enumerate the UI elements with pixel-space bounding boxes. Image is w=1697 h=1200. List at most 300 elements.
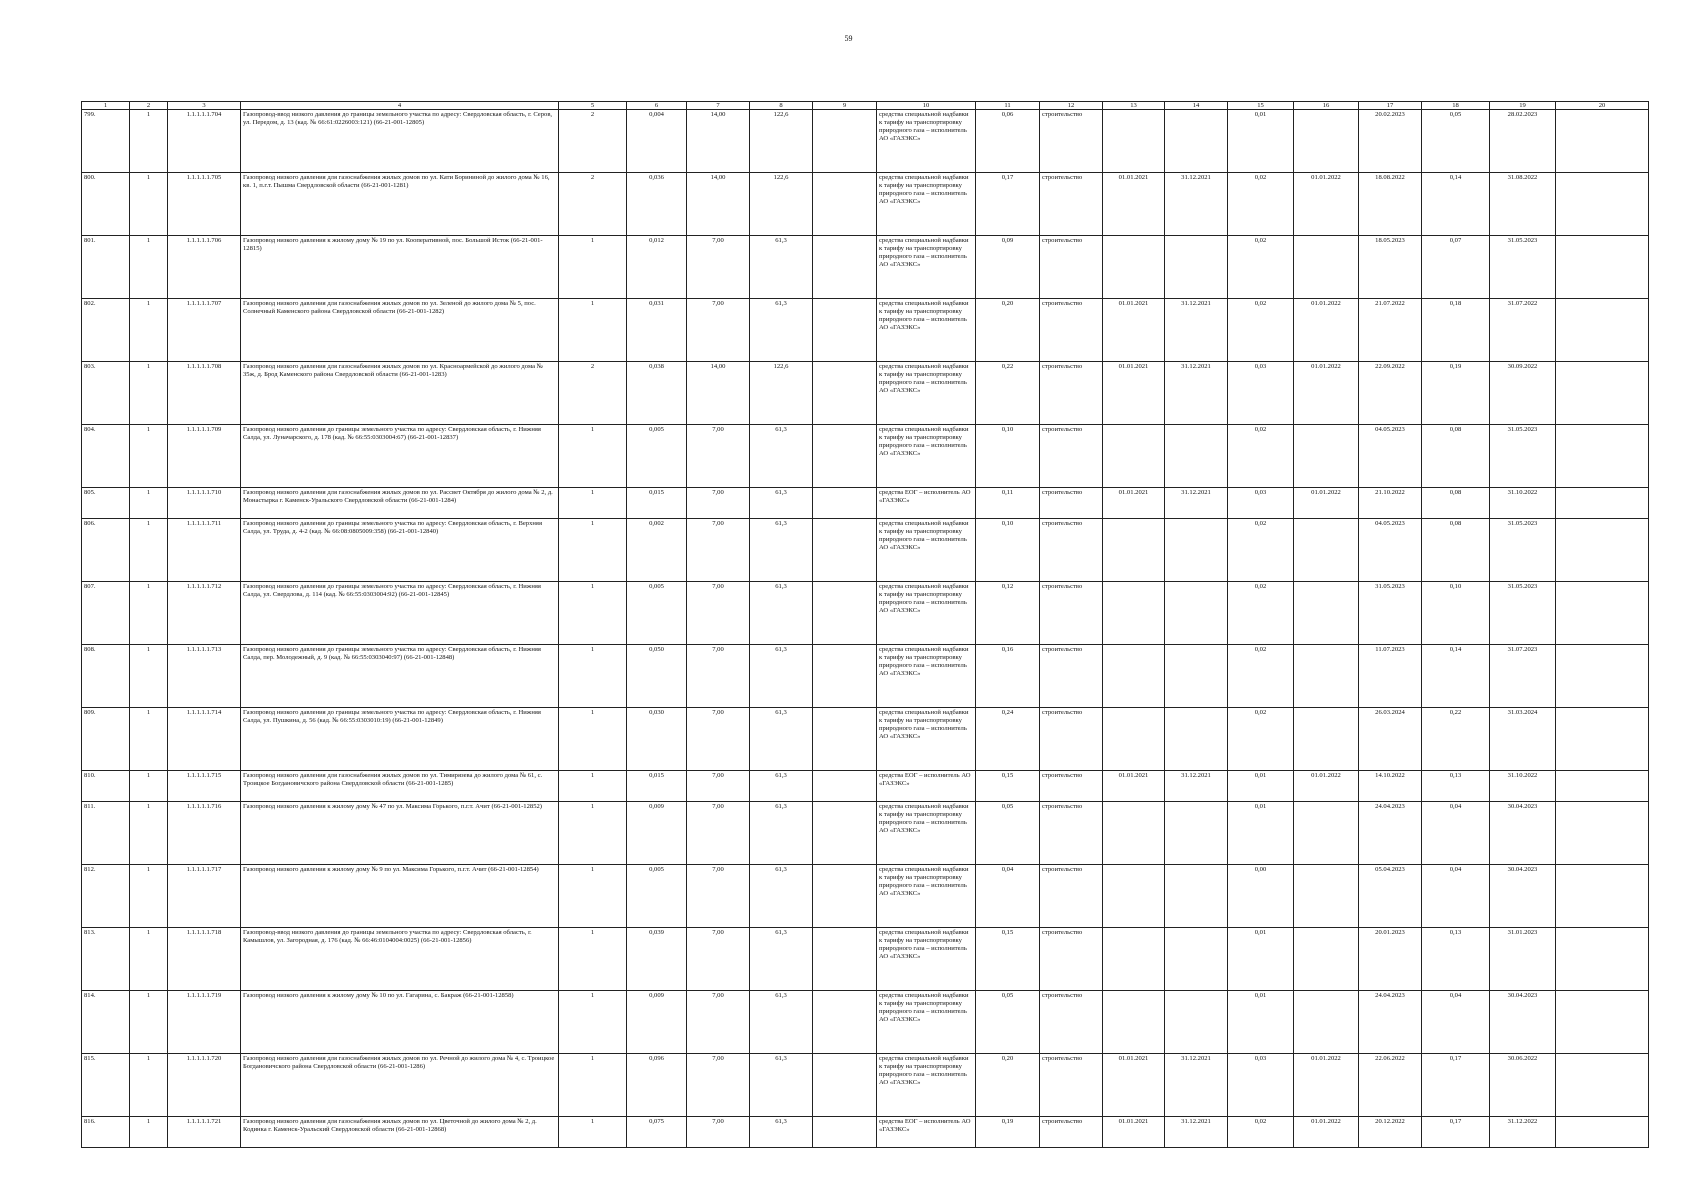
cell-col5: 1 xyxy=(559,708,627,771)
funding-source: средства специальной надбавки к тарифу на транспортировку природного газа – исполнитель АО «ГАЗЭКС» xyxy=(877,173,976,236)
start-date xyxy=(1103,425,1165,488)
cell-col2: 1 xyxy=(130,425,168,488)
column-header: 11 xyxy=(976,102,1040,110)
project-description: Газопровод низкого давления до границы земельного участка по адресу: Свердловская область, г. Нижняя Салда, пер. Молодежный, д. 9 (кад. № 66:55:0303040:97) (66-21-001-12848) xyxy=(241,645,559,708)
project-code: 1.1.1.1.1.711 xyxy=(168,519,241,582)
project-code: 1.1.1.1.1.717 xyxy=(168,865,241,928)
funding-source: средства специальной надбавки к тарифу на транспортировку природного газа – исполнитель АО «ГАЗЭКС» xyxy=(877,991,976,1054)
funding-source: средства ЕОГ – исполнитель АО «ГАЗЭКС» xyxy=(877,771,976,802)
cell-col16 xyxy=(1294,236,1359,299)
cell-col5: 1 xyxy=(559,488,627,519)
cell-col5: 1 xyxy=(559,425,627,488)
column-header: 10 xyxy=(877,102,976,110)
commission-date: 31.05.2023 xyxy=(1490,425,1556,488)
project-code: 1.1.1.1.1.708 xyxy=(168,362,241,425)
start-date xyxy=(1103,645,1165,708)
cell-col8: 61,3 xyxy=(750,519,813,582)
cell-col7: 7,00 xyxy=(687,771,750,802)
start-date: 01.01.2021 xyxy=(1103,488,1165,519)
cell-col20 xyxy=(1556,488,1649,519)
start-date xyxy=(1103,865,1165,928)
end-date xyxy=(1165,802,1228,865)
funding-source: средства специальной надбавки к тарифу на транспортировку природного газа – исполнитель АО «ГАЗЭКС» xyxy=(877,645,976,708)
start-date xyxy=(1103,991,1165,1054)
cell-col6: 0,036 xyxy=(627,173,687,236)
cell-col15: 0,01 xyxy=(1228,110,1294,173)
cell-col18: 0,08 xyxy=(1422,425,1490,488)
cell-col15: 0,03 xyxy=(1228,488,1294,519)
project-description: Газопровод низкого давления до границы земельного участка по адресу: Свердловская область, г. Нижняя Салда, ул. Свердлова, д. 114 (кад. № 66:55:0303004:92) (66-21-001-12845) xyxy=(241,582,559,645)
cell-col8: 61,3 xyxy=(750,865,813,928)
table-row xyxy=(82,299,1649,362)
cell-col7: 7,00 xyxy=(687,645,750,708)
row-number: 807. xyxy=(82,582,130,645)
completion-date: 20.12.2022 xyxy=(1359,1117,1422,1148)
column-header: 8 xyxy=(750,102,813,110)
table-row xyxy=(82,708,1649,771)
table-body xyxy=(82,110,1649,1148)
cell-col20 xyxy=(1556,708,1649,771)
project-description: Газопровод низкого давления до границы земельного участка по адресу: Свердловская область, г. Нижняя Салда, ул. Луначарского, д. 178 (кад. № 66:55:0303004:67) (66-21-001-12837) xyxy=(241,425,559,488)
cell-col11: 0,16 xyxy=(976,645,1040,708)
cell-col5: 1 xyxy=(559,802,627,865)
cell-col16: 01.01.2022 xyxy=(1294,1117,1359,1148)
project-description: Газопровод низкого давления к жилому дому № 47 по ул. Максима Горького, п.г.т. Ачит (66-21-001-12852) xyxy=(241,802,559,865)
start-date xyxy=(1103,928,1165,991)
cell-col9 xyxy=(813,110,877,173)
cell-col8: 61,3 xyxy=(750,236,813,299)
funding-source: средства ЕОГ – исполнитель АО «ГАЗЭКС» xyxy=(877,488,976,519)
cell-col7: 7,00 xyxy=(687,1117,750,1148)
work-type: строительство xyxy=(1040,645,1103,708)
column-header: 15 xyxy=(1228,102,1294,110)
funding-source: средства специальной надбавки к тарифу на транспортировку природного газа – исполнитель АО «ГАЗЭКС» xyxy=(877,519,976,582)
cell-col9 xyxy=(813,802,877,865)
project-code: 1.1.1.1.1.718 xyxy=(168,928,241,991)
project-code: 1.1.1.1.1.712 xyxy=(168,582,241,645)
table-row xyxy=(82,928,1649,991)
cell-col16: 01.01.2022 xyxy=(1294,173,1359,236)
table-row xyxy=(82,519,1649,582)
cell-col18: 0,07 xyxy=(1422,236,1490,299)
cell-col6: 0,004 xyxy=(627,110,687,173)
cell-col16: 01.01.2022 xyxy=(1294,488,1359,519)
start-date xyxy=(1103,582,1165,645)
cell-col11: 0,15 xyxy=(976,771,1040,802)
end-date xyxy=(1165,425,1228,488)
start-date: 01.01.2021 xyxy=(1103,771,1165,802)
cell-col9 xyxy=(813,488,877,519)
end-date xyxy=(1165,928,1228,991)
project-description: Газопровод-ввод низкого давления до границы земельного участка по адресу: Свердловская область, г. Серов, ул. Передом, д. 13 (кад. № 66:61:0226003:121) (66-21-001-12805) xyxy=(241,110,559,173)
cell-col11: 0,11 xyxy=(976,488,1040,519)
cell-col18: 0,17 xyxy=(1422,1117,1490,1148)
project-code: 1.1.1.1.1.714 xyxy=(168,708,241,771)
cell-col18: 0,14 xyxy=(1422,173,1490,236)
column-header: 14 xyxy=(1165,102,1228,110)
work-type: строительство xyxy=(1040,299,1103,362)
table-row xyxy=(82,771,1649,802)
funding-source: средства ЕОГ – исполнитель АО «ГАЗЭКС» xyxy=(877,1117,976,1148)
cell-col20 xyxy=(1556,865,1649,928)
project-code: 1.1.1.1.1.713 xyxy=(168,645,241,708)
cell-col11: 0,15 xyxy=(976,928,1040,991)
cell-col16 xyxy=(1294,865,1359,928)
cell-col2: 1 xyxy=(130,582,168,645)
start-date: 01.01.2021 xyxy=(1103,173,1165,236)
commission-date: 31.10.2022 xyxy=(1490,771,1556,802)
column-header: 9 xyxy=(813,102,877,110)
cell-col7: 7,00 xyxy=(687,1054,750,1117)
project-description: Газопровод низкого давления для газоснабжения жилых домов по ул. Красноармейской до жилого дома № 35ж, д. Брод Каменского района Свердловской области (66-21-001-1283) xyxy=(241,362,559,425)
project-code: 1.1.1.1.1.721 xyxy=(168,1117,241,1148)
cell-col20 xyxy=(1556,1054,1649,1117)
cell-col7: 7,00 xyxy=(687,708,750,771)
commission-date: 31.07.2023 xyxy=(1490,645,1556,708)
table-row xyxy=(82,865,1649,928)
cell-col11: 0,05 xyxy=(976,991,1040,1054)
cell-col11: 0,24 xyxy=(976,708,1040,771)
cell-col6: 0,005 xyxy=(627,425,687,488)
cell-col15: 0,02 xyxy=(1228,645,1294,708)
cell-col2: 1 xyxy=(130,173,168,236)
cell-col7: 7,00 xyxy=(687,865,750,928)
cell-col7: 7,00 xyxy=(687,519,750,582)
cell-col11: 0,06 xyxy=(976,110,1040,173)
cell-col2: 1 xyxy=(130,802,168,865)
completion-date: 21.10.2022 xyxy=(1359,488,1422,519)
cell-col18: 0,04 xyxy=(1422,802,1490,865)
project-description: Газопровод низкого давления для газоснабжения жилых домов по ул. Зеленой до жилого дома № 5, пос. Солнечный Каменского района Свердловской области (66-21-001-1282) xyxy=(241,299,559,362)
project-code: 1.1.1.1.1.719 xyxy=(168,991,241,1054)
row-number: 809. xyxy=(82,708,130,771)
cell-col6: 0,050 xyxy=(627,645,687,708)
cell-col15: 0,01 xyxy=(1228,928,1294,991)
row-number: 802. xyxy=(82,299,130,362)
completion-date: 24.04.2023 xyxy=(1359,802,1422,865)
cell-col6: 0,030 xyxy=(627,708,687,771)
cell-col6: 0,002 xyxy=(627,519,687,582)
end-date xyxy=(1165,708,1228,771)
work-type: строительство xyxy=(1040,771,1103,802)
table-row xyxy=(82,110,1649,173)
cell-col20 xyxy=(1556,582,1649,645)
cell-col15: 0,01 xyxy=(1228,802,1294,865)
header-row xyxy=(82,102,1649,110)
commission-date: 31.07.2022 xyxy=(1490,299,1556,362)
cell-col15: 0,01 xyxy=(1228,771,1294,802)
cell-col8: 61,3 xyxy=(750,708,813,771)
completion-date: 11.07.2023 xyxy=(1359,645,1422,708)
cell-col6: 0,009 xyxy=(627,991,687,1054)
project-description: Газопровод низкого давления к жилому дому № 10 по ул. Гагарина, с. Бакраж (66-21-001-12858) xyxy=(241,991,559,1054)
cell-col20 xyxy=(1556,1117,1649,1148)
cell-col7: 7,00 xyxy=(687,236,750,299)
commission-date: 30.04.2023 xyxy=(1490,991,1556,1054)
cell-col9 xyxy=(813,1117,877,1148)
completion-date: 18.08.2022 xyxy=(1359,173,1422,236)
column-header: 1 xyxy=(82,102,130,110)
commission-date: 31.01.2023 xyxy=(1490,928,1556,991)
commission-date: 30.04.2023 xyxy=(1490,865,1556,928)
commission-date: 30.04.2023 xyxy=(1490,802,1556,865)
cell-col8: 122,6 xyxy=(750,173,813,236)
cell-col20 xyxy=(1556,802,1649,865)
project-code: 1.1.1.1.1.704 xyxy=(168,110,241,173)
cell-col2: 1 xyxy=(130,362,168,425)
cell-col15: 0,00 xyxy=(1228,865,1294,928)
end-date: 31.12.2021 xyxy=(1165,362,1228,425)
project-code: 1.1.1.1.1.715 xyxy=(168,771,241,802)
cell-col2: 1 xyxy=(130,236,168,299)
cell-col5: 2 xyxy=(559,173,627,236)
cell-col7: 7,00 xyxy=(687,425,750,488)
cell-col2: 1 xyxy=(130,1117,168,1148)
column-header: 20 xyxy=(1556,102,1649,110)
end-date: 31.12.2021 xyxy=(1165,488,1228,519)
cell-col9 xyxy=(813,771,877,802)
work-type: строительство xyxy=(1040,928,1103,991)
cell-col7: 7,00 xyxy=(687,802,750,865)
cell-col8: 61,3 xyxy=(750,1054,813,1117)
commission-date: 31.08.2022 xyxy=(1490,173,1556,236)
row-number: 804. xyxy=(82,425,130,488)
commission-date: 31.03.2024 xyxy=(1490,708,1556,771)
column-header: 12 xyxy=(1040,102,1103,110)
column-header: 2 xyxy=(130,102,168,110)
project-code: 1.1.1.1.1.716 xyxy=(168,802,241,865)
cell-col11: 0,20 xyxy=(976,299,1040,362)
cell-col5: 1 xyxy=(559,991,627,1054)
table-row xyxy=(82,362,1649,425)
row-number: 799. xyxy=(82,110,130,173)
start-date: 01.01.2021 xyxy=(1103,362,1165,425)
work-type: строительство xyxy=(1040,865,1103,928)
cell-col6: 0,039 xyxy=(627,928,687,991)
cell-col16: 01.01.2022 xyxy=(1294,299,1359,362)
cell-col11: 0,04 xyxy=(976,865,1040,928)
funding-source: средства специальной надбавки к тарифу на транспортировку природного газа – исполнитель АО «ГАЗЭКС» xyxy=(877,1054,976,1117)
end-date xyxy=(1165,110,1228,173)
cell-col15: 0,02 xyxy=(1228,425,1294,488)
cell-col11: 0,10 xyxy=(976,519,1040,582)
commission-date: 31.12.2022 xyxy=(1490,1117,1556,1148)
cell-col11: 0,19 xyxy=(976,1117,1040,1148)
end-date xyxy=(1165,645,1228,708)
funding-source: средства специальной надбавки к тарифу на транспортировку природного газа – исполнитель АО «ГАЗЭКС» xyxy=(877,236,976,299)
funding-source: средства специальной надбавки к тарифу на транспортировку природного газа – исполнитель АО «ГАЗЭКС» xyxy=(877,110,976,173)
cell-col9 xyxy=(813,362,877,425)
cell-col5: 1 xyxy=(559,1117,627,1148)
cell-col6: 0,096 xyxy=(627,1054,687,1117)
project-code: 1.1.1.1.1.710 xyxy=(168,488,241,519)
cell-col20 xyxy=(1556,519,1649,582)
cell-col9 xyxy=(813,1054,877,1117)
work-type: строительство xyxy=(1040,519,1103,582)
start-date: 01.01.2021 xyxy=(1103,1117,1165,1148)
project-description: Газопровод низкого давления для газоснабжения жилых домов по ул. Рассвет Октября до жилого дома № 2, д. Монастырка г. Каменск-Уральского Свердловской области (66-21-001-1284) xyxy=(241,488,559,519)
table-row xyxy=(82,991,1649,1054)
project-description: Газопровод низкого давления до границы земельного участка по адресу: Свердловская область, г. Нижняя Салда, ул. Пушкина, д. 56 (кад. № 66:55:0303010:19) (66-21-001-12849) xyxy=(241,708,559,771)
cell-col11: 0,17 xyxy=(976,173,1040,236)
table-row xyxy=(82,645,1649,708)
cell-col11: 0,22 xyxy=(976,362,1040,425)
cell-col20 xyxy=(1556,173,1649,236)
cell-col2: 1 xyxy=(130,991,168,1054)
cell-col18: 0,19 xyxy=(1422,362,1490,425)
work-type: строительство xyxy=(1040,1117,1103,1148)
column-header: 5 xyxy=(559,102,627,110)
end-date: 31.12.2021 xyxy=(1165,173,1228,236)
cell-col5: 1 xyxy=(559,771,627,802)
cell-col16 xyxy=(1294,645,1359,708)
column-header: 7 xyxy=(687,102,750,110)
cell-col8: 61,3 xyxy=(750,582,813,645)
funding-source: средства специальной надбавки к тарифу на транспортировку природного газа – исполнитель АО «ГАЗЭКС» xyxy=(877,362,976,425)
funding-source: средства специальной надбавки к тарифу на транспортировку природного газа – исполнитель АО «ГАЗЭКС» xyxy=(877,425,976,488)
cell-col5: 1 xyxy=(559,645,627,708)
project-code: 1.1.1.1.1.709 xyxy=(168,425,241,488)
work-type: строительство xyxy=(1040,582,1103,645)
start-date xyxy=(1103,110,1165,173)
cell-col16 xyxy=(1294,991,1359,1054)
work-type: строительство xyxy=(1040,236,1103,299)
cell-col18: 0,13 xyxy=(1422,771,1490,802)
cell-col5: 1 xyxy=(559,582,627,645)
row-number: 811. xyxy=(82,802,130,865)
commission-date: 31.10.2022 xyxy=(1490,488,1556,519)
cell-col11: 0,09 xyxy=(976,236,1040,299)
completion-date: 20.01.2023 xyxy=(1359,928,1422,991)
cell-col6: 0,015 xyxy=(627,771,687,802)
page-number: 59 xyxy=(844,34,853,43)
cell-col9 xyxy=(813,582,877,645)
row-number: 810. xyxy=(82,771,130,802)
cell-col2: 1 xyxy=(130,865,168,928)
end-date: 31.12.2021 xyxy=(1165,771,1228,802)
cell-col7: 14,00 xyxy=(687,173,750,236)
work-type: строительство xyxy=(1040,425,1103,488)
column-header: 18 xyxy=(1422,102,1490,110)
end-date: 31.12.2021 xyxy=(1165,1117,1228,1148)
cell-col6: 0,005 xyxy=(627,865,687,928)
cell-col16 xyxy=(1294,802,1359,865)
project-description: Газопровод низкого давления к жилому дому № 19 по ул. Кооперативной, пос. Большой Исток (66-21-001-12815) xyxy=(241,236,559,299)
cell-col15: 0,02 xyxy=(1228,708,1294,771)
cell-col8: 122,6 xyxy=(750,110,813,173)
work-type: строительство xyxy=(1040,802,1103,865)
cell-col9 xyxy=(813,708,877,771)
cell-col2: 1 xyxy=(130,1054,168,1117)
cell-col8: 61,3 xyxy=(750,488,813,519)
cell-col16: 01.01.2022 xyxy=(1294,1054,1359,1117)
column-header: 16 xyxy=(1294,102,1359,110)
project-code: 1.1.1.1.1.706 xyxy=(168,236,241,299)
cell-col8: 61,3 xyxy=(750,802,813,865)
commission-date: 31.05.2023 xyxy=(1490,582,1556,645)
cell-col11: 0,10 xyxy=(976,425,1040,488)
row-number: 805. xyxy=(82,488,130,519)
work-type: строительство xyxy=(1040,708,1103,771)
cell-col2: 1 xyxy=(130,708,168,771)
cell-col2: 1 xyxy=(130,299,168,362)
cell-col16 xyxy=(1294,582,1359,645)
completion-date: 22.09.2022 xyxy=(1359,362,1422,425)
completion-date: 21.07.2022 xyxy=(1359,299,1422,362)
cell-col11: 0,12 xyxy=(976,582,1040,645)
cell-col16: 01.01.2022 xyxy=(1294,362,1359,425)
cell-col8: 61,3 xyxy=(750,645,813,708)
completion-date: 04.05.2023 xyxy=(1359,519,1422,582)
cell-col16 xyxy=(1294,519,1359,582)
row-number: 806. xyxy=(82,519,130,582)
funding-source: средства специальной надбавки к тарифу на транспортировку природного газа – исполнитель АО «ГАЗЭКС» xyxy=(877,802,976,865)
cell-col8: 122,6 xyxy=(750,362,813,425)
commission-date: 30.09.2022 xyxy=(1490,362,1556,425)
cell-col6: 0,005 xyxy=(627,582,687,645)
end-date: 31.12.2021 xyxy=(1165,299,1228,362)
cell-col6: 0,012 xyxy=(627,236,687,299)
cell-col9 xyxy=(813,236,877,299)
cell-col18: 0,22 xyxy=(1422,708,1490,771)
cell-col20 xyxy=(1556,928,1649,991)
start-date xyxy=(1103,519,1165,582)
cell-col5: 1 xyxy=(559,236,627,299)
cell-col9 xyxy=(813,519,877,582)
cell-col20 xyxy=(1556,236,1649,299)
cell-col20 xyxy=(1556,299,1649,362)
table-row xyxy=(82,173,1649,236)
cell-col8: 61,3 xyxy=(750,425,813,488)
project-description: Газопровод низкого давления для газоснабжения жилых домов по ул. Тимирязева до жилого дома № 61, с. Троицкое Богдановичского района Свердловской области (66-21-001-1285) xyxy=(241,771,559,802)
completion-date: 26.03.2024 xyxy=(1359,708,1422,771)
project-description: Газопровод низкого давления для газоснабжения жилых домов по ул. Кати Борининой до жилого дома № 16, кв. 1, п.г.т. Пышма Свердловской области (66-21-001-1281) xyxy=(241,173,559,236)
cell-col16 xyxy=(1294,928,1359,991)
cell-col16: 01.01.2022 xyxy=(1294,771,1359,802)
completion-date: 20.02.2023 xyxy=(1359,110,1422,173)
row-number: 803. xyxy=(82,362,130,425)
cell-col20 xyxy=(1556,425,1649,488)
cell-col8: 61,3 xyxy=(750,299,813,362)
cell-col16 xyxy=(1294,110,1359,173)
project-code: 1.1.1.1.1.720 xyxy=(168,1054,241,1117)
row-number: 801. xyxy=(82,236,130,299)
cell-col18: 0,04 xyxy=(1422,991,1490,1054)
cell-col9 xyxy=(813,991,877,1054)
table-row xyxy=(82,1117,1649,1148)
start-date xyxy=(1103,802,1165,865)
cell-col15: 0,02 xyxy=(1228,299,1294,362)
cell-col7: 7,00 xyxy=(687,928,750,991)
funding-source: средства специальной надбавки к тарифу на транспортировку природного газа – исполнитель АО «ГАЗЭКС» xyxy=(877,928,976,991)
cell-col9 xyxy=(813,865,877,928)
project-description: Газопровод низкого давления к жилому дому № 9 по ул. Максима Горького, п.г.т. Ачит (66-21-001-12854) xyxy=(241,865,559,928)
cell-col6: 0,009 xyxy=(627,802,687,865)
completion-date: 05.04.2023 xyxy=(1359,865,1422,928)
end-date xyxy=(1165,582,1228,645)
cell-col5: 2 xyxy=(559,110,627,173)
column-header: 3 xyxy=(168,102,241,110)
funding-source: средства специальной надбавки к тарифу на транспортировку природного газа – исполнитель АО «ГАЗЭКС» xyxy=(877,708,976,771)
column-header: 4 xyxy=(241,102,559,110)
cell-col7: 7,00 xyxy=(687,488,750,519)
cell-col15: 0,02 xyxy=(1228,236,1294,299)
cell-col18: 0,04 xyxy=(1422,865,1490,928)
cell-col15: 0,02 xyxy=(1228,173,1294,236)
project-code: 1.1.1.1.1.705 xyxy=(168,173,241,236)
cell-col6: 0,075 xyxy=(627,1117,687,1148)
start-date xyxy=(1103,236,1165,299)
